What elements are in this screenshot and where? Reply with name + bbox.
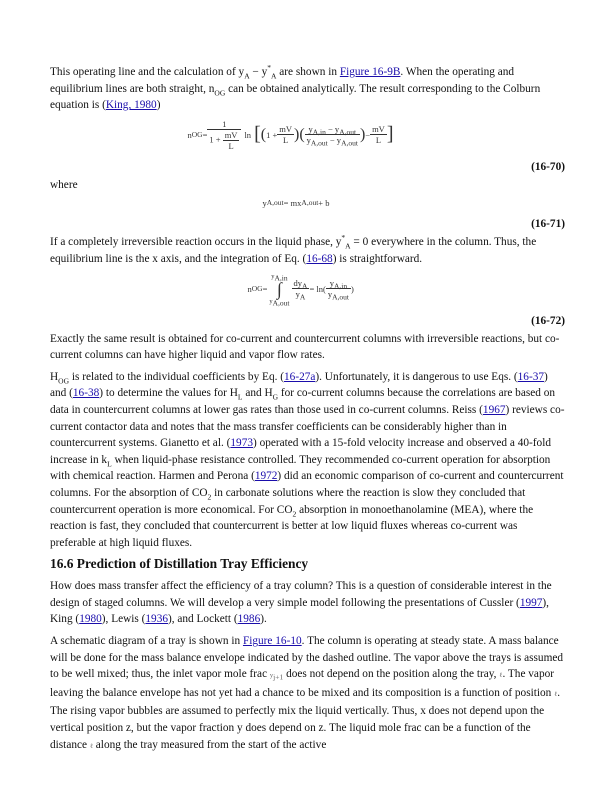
document-page	[50, 64, 565, 760]
integral-sign: $y_{A,in}$ ∫ $y_{A,out}$	[269, 272, 290, 307]
link-gianetto-1973[interactable]: 1973	[230, 437, 253, 450]
link-harmen-1972[interactable]: 1972	[254, 470, 278, 483]
equation-16-70: n OG = 1 1 + $\frac{mV}{L}$ ln [ ( 1 + $\frac{mV}{L}$ ) ( $\frac{y_{A,in} - y_{A,out}}{y_{A,out} - y_{A,out}}$ ) − $\frac{mV}{L}$ ]	[187, 118, 394, 151]
link-king-1980-b[interactable]: 1980	[79, 613, 102, 626]
section-heading: 16.6 Prediction of Distillation Tray Efficiency	[50, 556, 309, 572]
equation-number-16-72: (16-72)	[531, 314, 565, 327]
link-figure-16-10[interactable]: Figure 16-10	[242, 635, 302, 648]
eq70-fraction-1: 1 1 + $\frac{mV}{L}$	[207, 119, 241, 151]
paragraph-operating-line: This operating line and the calculation of $y_A - y^*_A$ are shown in Figure 16-9B. When the operating and equilibrium lines are both straight, $n_{OG}$ can be obtained analytically. The result corresponding to the Colburn equation is (King, 1980)	[50, 63, 541, 112]
link-eq-16-37[interactable]: 16-37	[517, 370, 545, 383]
link-eq-16-38[interactable]: 16-38	[72, 387, 100, 400]
equation-number-16-71: (16-71)	[531, 218, 565, 231]
equation-16-72: n OG = $y_{A,in}$ ∫ $y_{A,out}$ $\frac{dy_A}{y_A}$ = ln( $\frac{y_{A,in}}{y_{A,out}}$ )	[247, 272, 354, 307]
link-cussler-1997[interactable]: 1997	[519, 596, 543, 609]
paragraph-tray-efficiency-intro: How does mass transfer affect the efficiency of a tray column? This is a question of considerable interest in the design of staged columns. We will develop a very simple model following the presentations of Cussler (1997), King (1980), Lewis (1936), and Lockett (1986).	[50, 580, 552, 626]
text-where: where	[50, 178, 78, 191]
paragraph-irreversible-reaction: If a completely irreversible reaction occurs in the liquid phase, $y^*_A = 0$ everywhere in the column. Thus, the equilibrium line is the x axis, and the integration of Eq. (16-68) is straightforward.	[50, 233, 537, 265]
link-king-1980[interactable]: King, 1980	[105, 99, 157, 112]
paragraph-same-result: Exactly the same result is obtained for co-current and countercurrent columns with irreversible reactions, but co-current columns can have higher liquid and vapor flow rates.	[50, 332, 560, 362]
link-figure-16-9b[interactable]: Figure 16-9B	[339, 66, 401, 78]
link-eq-16-68[interactable]: 16-68	[306, 252, 333, 265]
link-eq-16-27a[interactable]: 16-27a	[284, 370, 316, 383]
link-lockett-1986[interactable]: 1986	[237, 613, 261, 626]
paragraph-tray-schematic: A schematic diagram of a tray is shown in Figure 16-10. The column is operating at steady state. A mass balance will be done for the mass balance envelope indicated by the dashed outline. The vapor above the trays is assumed to be well mixed; thus, the inlet vapor mole frac $y_{j+1}$ does not depend on the position along the tray, ℓ. The vapor leaving the balance envelope has not yet had a chance to be mixed and its composition is a function of position ℓ. The rising vapor bubbles are assumed to perfectly mix the liquid vertically. Thus, x does not depend upon the vertical position z, but the vapor fraction y does depend on z. The liquid mole frac can be a function of the distance ℓ along the tray measured from the start of the active	[50, 635, 564, 751]
equation-16-71: y A,out = mx A,out + b	[262, 198, 330, 209]
equation-number-16-70: (16-70)	[531, 160, 565, 173]
paragraph-hog: $H_{OG}$ is related to the individual coefficients by Eq. (16-27a). Unfortunately, it is dangerous to use Eqs. (16-37) and (16-38) to determine the values for $H_L$ and $H_G$ for co-current columns because the correlations are based on data in countercurrent columns at lower gas rates than those used in co-current columns. Reiss (1967) reviews co-current contactor data and notes that the mass transfer coefficients can be considerably higher than in countercurrent systems. Gianetto et al. (1973) operated with a 15-fold velocity increase and observed a 40-fold increase in $k_L$ when liquid-phase resistance controlled. They recommended co-current operation for absorption with chemical reaction. Harmen and Perona (1972) did an economic comparison of co-current and countercurrent columns. For the absorption of $CO_2$ in carbonate solutions where the reaction is slow they concluded that countercurrent operation is more economical. For $CO_2$ absorption in monoethanolamine (MEA), where the reaction is fast, they concluded that countercurrent is better at low liquid fluxes whereas co-current was preferable at high liquid fluxes.	[50, 370, 565, 549]
link-lewis-1936[interactable]: 1936	[145, 613, 168, 626]
link-reiss-1967[interactable]: 1967	[482, 403, 506, 416]
